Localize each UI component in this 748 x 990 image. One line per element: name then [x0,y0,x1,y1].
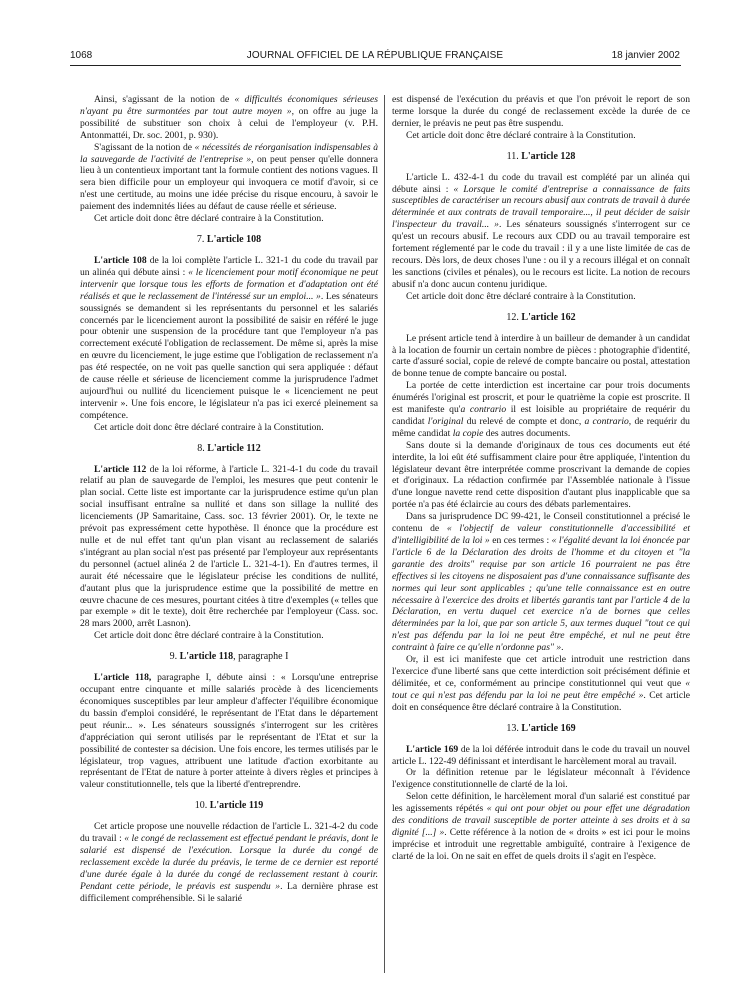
left-column [80,94,378,905]
paragraph: L'article L. 432-4-1 du code du travail est complété par un alinéa qui débute ainsi : « Lorsque le comité d'entreprise a connaissance de faits susceptibles de caractériser un recours abusif aux contrats de travail à durée déterminée et aux contrats de travail temporaire..., il peut décider de saisir l'inspecteur du travail... ». Les sénateurs soussignés s'interrogent sur ce qu'est un recours abusif. Le recours aux CDD ou au travail temporaire est fortement réglementé par le code du travail : il y a une liste limitée de cas de recours. Dès lors, de deux choses l'une : ou il y a recours illégal et on connaît les sanctions (civiles et pénales), ou le recours est licite. La notion de recours abusif n'a donc aucun contenu juridique. [392,171,690,290]
paragraph: Ainsi, s'agissant de la notion de « difficultés économiques sérieuses n'ayant pu être surmontées par tout autre moyen », on offre au juge la possibilité de substituer son choix à celui de l'employeur (v. P.H. Antonmattéi, Dr. soc. 2001, p. 930). [80,94,378,141]
paragraph: La portée de cette interdiction est incertaine car pour trois documents énumérés l'original est proscrit, et pour le quatrième la copie est proscrite. Il est manifeste qu'a contrario il est loisible au propriétaire de requérir du candidat l'original du relevé de compte et donc, a contrario, de requérir du même candidat la copie des autres documents. [392,380,690,439]
right-column [392,94,690,863]
paragraph: Or, il est ici manifeste que cet article introduit une restriction dans l'exercice d'une liberté sans que cette interdiction soit précisément définie et délimitée, et ce, conformément au principe constitutionnel qui veut que « tout ce qui n'est pas défendu par la loi ne peut être empêché ». Cet article doit en conséquence être déclaré contraire à la Constitution. [392,654,691,713]
section-heading-11: 11. L'article 128 [506,150,576,162]
paragraph: L'article 112 de la loi réforme, à l'article L. 321-4-1 du code du travail relatif au plan de sauvegarde de l'emploi, les mesures que peut contenir le plan social. Cette liste est importante car la jurisprudence estime qu'un plan social insuffisant entraîne sa nullité et dans son sillage la nullité des licenciements (JP Samaritaine, Cass. soc. 13 février 2001). Or, le texte ne prévoit pas expressément cette hypothèse. Il énonce que la procédure est nulle et de nul effet tant qu'un plan visant au reclassement de salariés s'intégrant au plan social n'est pas présenté par l'employeur aux représentants du personnel (actuel alinéa 2 de l'article L. 321-4-1). En d'autres termes, il aurait été nécessaire que le législateur précise les conditions de nullité, d'autant plus que la jurisprudence estime que la possibilité de mettre en œuvre chacune de ces mesures, pourtant citées à titre d'exemples (« telles que par exemple » dit le texte), doit être recherchée par l'employeur (Cass. soc. 28 mars 2000, arrêt Lasnon). [80,463,379,630]
paragraph: Selon cette définition, le harcèlement moral d'un salarié est constitué par les agissements répétés « qui ont pour objet ou pour effet une dégradation des conditions de travail susceptible de porter atteinte à ses droits et à sa dignité [...] ». Cette référence à la notion de « droits » est ici pour le moins imprécise et introduit une regrettable ambiguïté, contraire à l'exigence de clarté de la loi. On ne sait en effet de quels droits il s'agit en l'espèce. [392,791,690,862]
section-heading-12: 12. L'article 162 [506,311,576,323]
section-heading-10: 10. L'article 119 [194,800,264,812]
paragraph: est dispensé de l'exécution du préavis et que l'on prévoit le report de son terme lorsque la durée du congé de reclassement excède la durée de ce dernier, le préavis ne peut pas être suspendu. [392,94,690,129]
paragraph: Or la définition retenue par le législateur méconnaît à l'évidence l'exigence constitutionnelle de clarté de la loi. [392,767,690,791]
paragraph: Sans doute si la demande d'originaux de tous ces documents eut été interdite, la loi eût été suffisamment claire pour être appliquée, l'intention du législateur devant être interprétée comme proscrivant la demande de copies et d'originaux. La rédaction confirmée par l'Assemblée nationale à l'issue d'une longue navette rend cette disposition d'autant plus inapplicable que sa portée n'a pas été éclaircie au cours des débats parlementaires. [392,439,690,511]
page-header [70,50,680,64]
paragraph: Cet article doit donc être déclaré contraire à la Constitution. [406,290,636,302]
column-divider [384,95,385,973]
paragraph: Cet article propose une nouvelle rédaction de l'article L. 321-4-2 du code du travail : « le congé de reclassement est effectué pendant le préavis, dont le salarié est dispensé de l'exécution. Lorsque la durée du congé de reclassement excède la durée du préavis, le terme de ce dernier est reporté d'une durée égale à la durée du congé de reclassement restant à courir. Pendant cette période, le préavis est suspendu ». La dernière phrase est difficilement compréhensible. Si le salarié [80,821,378,904]
paragraph: L'article 118, paragraphe I, débute ainsi : « Lorsqu'une entreprise occupant entre cinquante et mille salariés procède à des licenciements économiques susceptibles par leur ampleur d'affecter l'équilibre économique du bassin d'emploi considéré, le représentant de l'Etat dans le département peut réunir... ». Les sénateurs soussignés s'interrogent sur les critères d'appréciation qui seront utilisés par le représentant de l'Etat et sur la possibilité de contester sa décision. Une fois encore, les termes utilisés par le législateur, trop vagues, attribuent une latitude d'action exorbitante au représentant de l'Etat de nature à porter atteinte à divers règles et principes à valeur constitutionnelle, tels que la liberté d'entreprendre. [80,672,378,791]
paragraph: Le présent article tend à interdire à un bailleur de demander à un candidat à la location de fournir un certain nombre de pièces : photographie d'identité, carte d'assuré social, copie de relevé de compte bancaire ou postal, attestation de bonne tenue de compte bancaire ou postal. [392,332,690,380]
paragraph: Cet article doit donc être déclaré contraire à la Constitution. [94,630,324,642]
header-rule [70,65,681,66]
section-heading-7: 7. L'article 108 [196,233,262,245]
paragraph: L'article 108 de la loi complète l'article L. 321-1 du code du travail par un alinéa qui débute ainsi : « le licenciement pour motif économique ne peut intervenir que lorsque tous les efforts de formation et d'adaptation ont été réalisés et que le reclassement de l'intéressé sur un emploi... ». Les sénateurs soussignés se demandent si les représentants du personnel et les salariés concernés par le licenciement auront la possibilité de saisir en référé le juge pour obtenir une suspension de la procédure tant que l'employeur n'a pas correctement exécuté l'obligation de reclassement. De même si, après la mise en œuvre du licenciement, le juge estime que l'obligation de reclassement n'a pas été respectée, on ne voit pas quelle sanction qui sera appliquée : défaut de cause réelle et sérieuse de licenciement comme la jurisprudence l'admet aujourd'hui ou nullité du licenciement puisque le « licenciement ne peut intervenir ». Une fois encore, le législateur n'a pas ici exercé pleinement sa compétence. [80,254,378,421]
paragraph: Cet article doit donc être déclaré contraire à la Constitution. [94,213,324,225]
journal-title: JOURNAL OFFICIEL DE LA RÉPUBLIQUE FRANÇAISE [246,50,504,61]
paragraph: Cet article doit donc être déclaré contraire à la Constitution. [94,421,324,433]
page-number: 1068 [70,50,93,61]
section-heading-8: 8. L'article 112 [197,442,261,454]
issue-date: 18 janvier 2002 [611,50,680,61]
paragraph: Dans sa jurisprudence DC 99-421, le Conseil constitutionnel a précisé le contenu de « l'objectif de valeur constitutionnelle d'accessibilité et d'intelligibilité de la loi » en ces termes : « l'égalité devant la loi énoncée par l'article 6 de la Déclaration des droits de l'homme et du citoyen et "la garantie des droits" requise par son article 16 pourraient ne pas être effectives si les citoyens ne disposaient pas d'une connaissance suffisante des normes qui leur sont applicables ; qu'une telle connaissance est en outre nécessaire à l'exercice des droits et libertés garantis tant par l'article 4 de la Déclaration, en vertu duquel cet exercice n'a de bornes que celles déterminées par la loi, que par son article 5, aux termes duquel "tout ce qui n'est pas défendu par la loi ne peut être empêché, et nul ne peut être contraint à faire ce qu'elle n'ordonne pas" ». [392,511,690,654]
paragraph: S'agissant de la notion de « nécessités de réorganisation indispensables à la sauvegarde de l'activité de l'entreprise », on peut penser qu'elle donnera lieu à un contentieux important tant la formule contient des notions vagues. Il sera bien difficile pour un employeur qui invoquera ce motif d'avoir, si ce n'est une certitude, au moins une idée précise du risque encouru, à savoir le paiement des indemnités liées au défaut de cause réelle et sérieuse. [80,141,378,213]
section-heading-13: 13. L'article 169 [506,722,576,734]
paragraph: L'article 169 de la loi déférée introduit dans le code du travail un nouvel article L. 122-49 définissant et interdisant le harcèlement moral au travail. [392,743,690,767]
section-heading-9: 9. L'article 118, paragraphe I [169,651,289,663]
paragraph: Cet article doit donc être déclaré contraire à la Constitution. [406,129,636,141]
